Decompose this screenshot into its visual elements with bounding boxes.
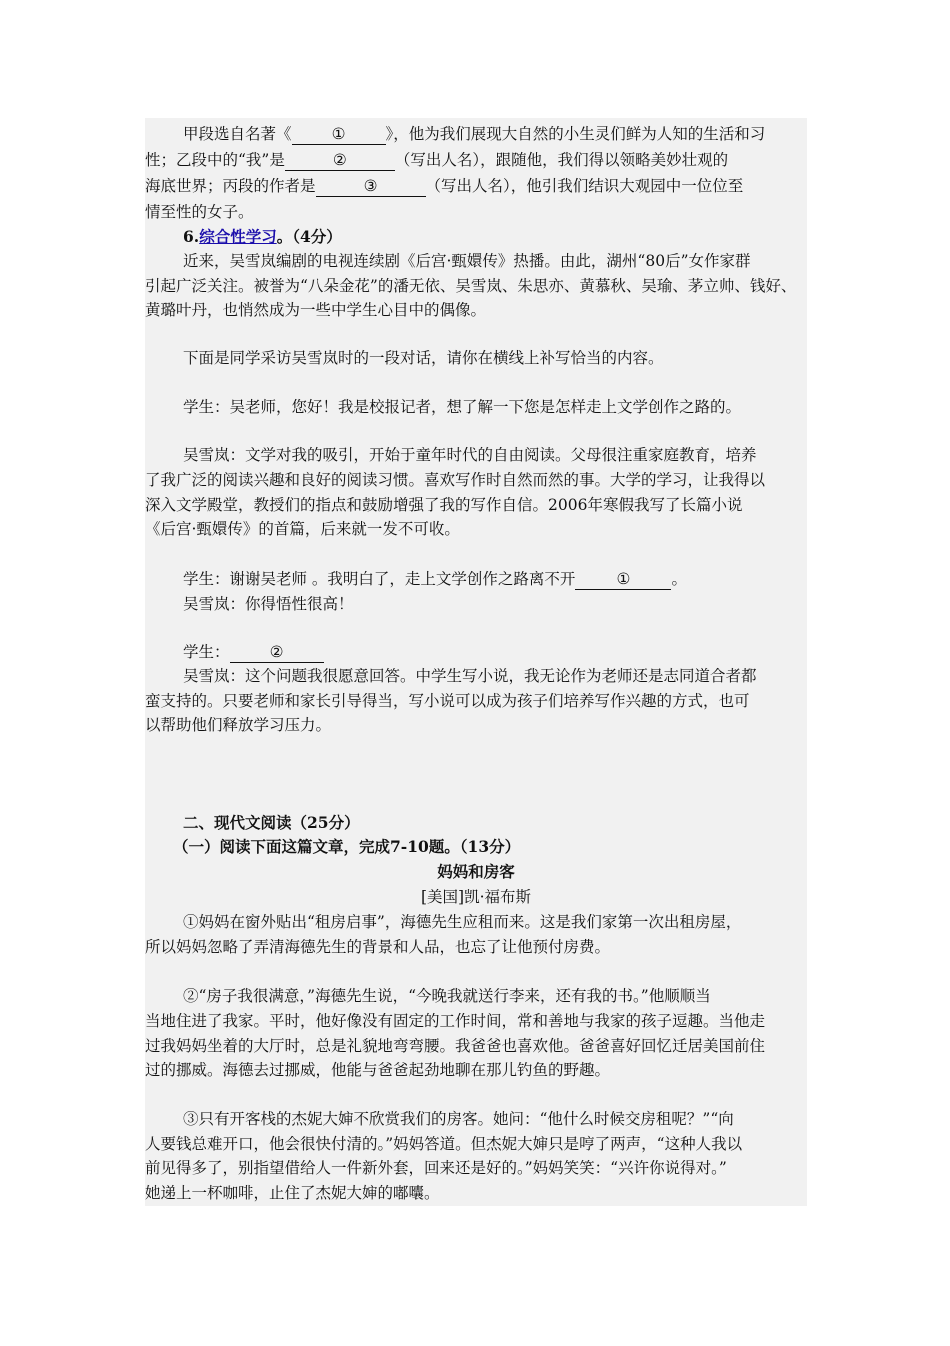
dialog-blank-2[interactable]: ② xyxy=(230,642,324,663)
text-line: ③只有开客栈的杰妮大婶不欣赏我们的房客。她问：“他什么时候交房租呢？”“向 xyxy=(183,1110,734,1128)
text-line: 以帮助他们释放学习压力。 xyxy=(145,716,332,734)
dialog-blank-1[interactable]: ① xyxy=(575,569,671,590)
text-line: 性；乙段中的“我”是 ② （写出人名），跟随他，我们得以领略美妙壮观的 xyxy=(145,151,729,169)
blank-3[interactable]: ③ xyxy=(316,176,426,197)
text-line: 《后宫·甄嬛传》的首篇，后来就一发不可收。 xyxy=(145,520,460,538)
text-line: 所以妈妈忽略了弄清海德先生的背景和人品，也忘了让他预付房费。 xyxy=(145,938,611,956)
text-line: 过的挪威。海德去过挪威，他能与爸爸起劲地聊在那儿钓鱼的野趣。 xyxy=(145,1061,611,1079)
text-line: 深入文学殿堂，教授们的指点和鼓励增强了我的写作自信。2006年寒假我写了长篇小说 xyxy=(145,496,743,514)
text-line: 情至性的女子。 xyxy=(145,203,254,221)
blank-1[interactable]: ① xyxy=(292,124,386,145)
text-line: 吴雪岚：你得悟性很高！ xyxy=(183,595,354,613)
text-line: 前见得多了，别指望借给人一件新外套，回来还是好的。”妈妈笑笑：“兴许你说得对。” xyxy=(145,1159,727,1177)
article-title: 妈妈和房客 xyxy=(437,862,515,881)
text-line: 她递上一杯咖啡，止住了杰妮大婶的嘟囔。 xyxy=(145,1184,440,1202)
text-line: 吴雪岚：这个问题我很愿意回答。中学生写小说，我无论作为老师还是志同道合者都 xyxy=(183,667,757,685)
comprehensive-study-link[interactable]: 综合性学习 xyxy=(199,227,277,246)
text-line: ①妈妈在窗外贴出“租房启事”，海德先生应租而来。这是我们家第一次出租房屋， xyxy=(183,913,742,931)
text-line: 甲段选自名著《 ① 》，他为我们展现大自然的小生灵们鲜为人知的生活和习 xyxy=(183,125,766,143)
text-line: 蛮支持的。只要老师和家长引导得当，写小说可以成为孩子们培养写作兴趣的方式，也可 xyxy=(145,692,750,710)
text-line: 吴雪岚：文学对我的吸引，开始于童年时代的自由阅读。父母很注重家庭教育，培养 xyxy=(183,446,757,464)
text-line: 过我妈妈坐着的大厅时，总是礼貌地弯弯腰。我爸爸也喜欢他。爸爸喜好回忆迁居美国前住 xyxy=(145,1037,766,1055)
text-line: 学生： ② xyxy=(145,639,815,665)
text-line: 了我广泛的阅读兴趣和良好的阅读习惯。喜欢写作时自然而然的事。大学的学习，让我得以 xyxy=(145,471,766,489)
text-line: 近来，吴雪岚编剧的电视连续剧《后宫·甄嬛传》热播。由此，湖州“80后”女作家群 xyxy=(183,252,751,270)
text-line: 人要钱总难开口，他会很快付清的。”妈妈答道。但杰妮大婶只是哼了两声，“这种人我以 xyxy=(145,1135,743,1153)
text-line: 下面是同学采访吴雪岚时的一段对话，请你在横线上补写恰当的内容。 xyxy=(183,349,664,367)
text-line: ②“房子我很满意，”海德先生说，“今晚我就送行李来，还有我的书。”他顺顺当 xyxy=(183,987,711,1005)
subsection-heading: （一）阅读下面这篇文章，完成7-10题。（13分） xyxy=(173,837,521,856)
text-line: 黄璐叶丹，也悄然成为一些中学生心目中的偶像。 xyxy=(145,301,487,319)
text-line: 学生：吴老师，您好！我是校报记者，想了解一下您是怎样走上文学创作之路的。 xyxy=(183,398,742,416)
text-line: 学生：谢谢吴老师 。我明白了，走上文学创作之路离不开 ① 。 xyxy=(183,570,687,588)
text-line: 当地住进了我家。平时，他好像没有固定的工作时间，常和善地与我家的孩子逗趣。当他走 xyxy=(145,1012,766,1030)
section-heading: 二、现代文阅读（25分） xyxy=(183,813,360,832)
blank-2[interactable]: ② xyxy=(285,150,395,171)
text-line: 引起广泛关注。被誉为“八朵金花”的潘无依、吴雪岚、朱思亦、黄慕秋、吴瑜、茅立帅、钱好、 xyxy=(145,277,797,295)
article-author: [美国]凯·福布斯 xyxy=(420,888,532,906)
text-line: 海底世界；丙段的作者是 ③ （写出人名），他引我们结识大观园中一位位至 xyxy=(145,177,744,195)
question-6-heading: 6.综合性学习。（4分） xyxy=(183,227,342,246)
